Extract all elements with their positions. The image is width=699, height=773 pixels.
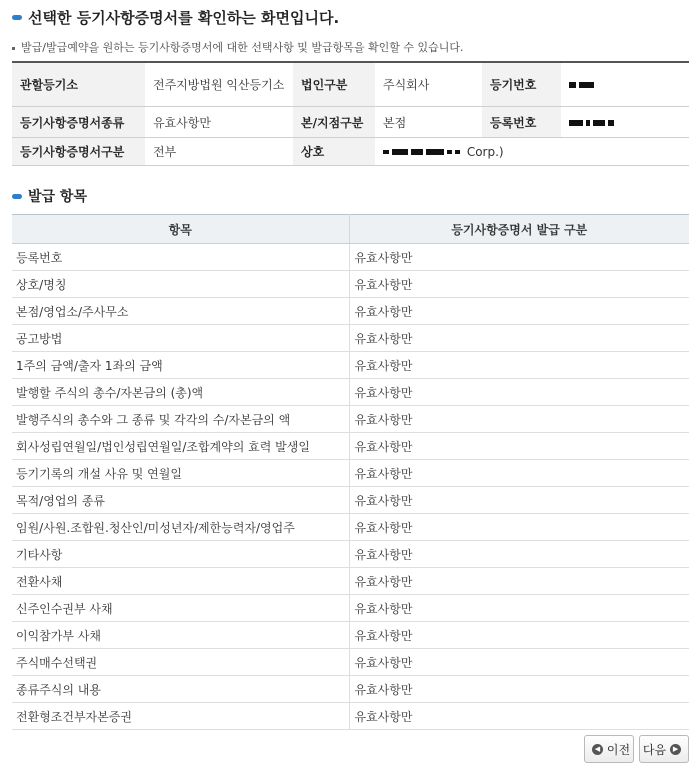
issue-type-cell: 유효사항만 xyxy=(349,325,689,352)
issue-type-cell: 유효사항만 xyxy=(349,352,689,379)
item-cell: 등록번호 xyxy=(12,244,349,271)
title-bullet-icon xyxy=(12,15,22,20)
table-row xyxy=(12,460,689,487)
issue-type-cell: 유효사항만 xyxy=(349,298,689,325)
redaction-mark xyxy=(569,82,576,88)
item-cell: 이익참가부 사채 xyxy=(12,622,349,649)
cert-div-label: 등기사항증명서구분 xyxy=(12,138,145,166)
page-description xyxy=(12,39,463,55)
issue-items-table xyxy=(12,214,689,730)
issue-type-cell: 유효사항만 xyxy=(349,595,689,622)
column-header-issue-type: 등기사항증명서 발급 구분 xyxy=(349,215,689,244)
issue-type-cell: 유효사항만 xyxy=(349,271,689,298)
issue-type-cell: 유효사항만 xyxy=(349,379,689,406)
table-row xyxy=(12,325,689,352)
issue-type-cell: 유효사항만 xyxy=(349,460,689,487)
redaction-mark xyxy=(455,150,460,154)
issue-type-cell: 유효사항만 xyxy=(349,244,689,271)
table-row xyxy=(12,433,689,460)
table-row xyxy=(12,622,689,649)
redaction-mark xyxy=(383,150,389,154)
table-row xyxy=(12,298,689,325)
item-cell: 발행할 주식의 총수/자본금의 (총)액 xyxy=(12,379,349,406)
issue-type-cell: 유효사항만 xyxy=(349,433,689,460)
bullet-icon xyxy=(12,47,15,50)
table-row xyxy=(12,595,689,622)
table-row xyxy=(12,649,689,676)
item-cell: 등기기록의 개설 사유 및 연월일 xyxy=(12,460,349,487)
table-row xyxy=(12,487,689,514)
item-cell: 임원/사원.조합원.청산인/미성년자/제한능력자/영업주 xyxy=(12,514,349,541)
issue-items-body xyxy=(12,244,689,730)
redaction-mark xyxy=(593,120,605,126)
next-button-label: 다음 xyxy=(642,742,667,757)
issue-type-cell: 유효사항만 xyxy=(349,514,689,541)
column-header-item: 항목 xyxy=(12,215,349,244)
corp-type-value: 주식회사 xyxy=(375,62,482,107)
item-cell: 발행주식의 총수와 그 종류 및 각각의 수/자본금의 액 xyxy=(12,406,349,433)
issue-type-cell: 유효사항만 xyxy=(349,703,689,730)
issue-type-cell: 유효사항만 xyxy=(349,649,689,676)
page-title xyxy=(12,7,339,28)
table-row xyxy=(12,271,689,298)
item-cell: 종류주식의 내용 xyxy=(12,676,349,703)
reg-num-label: 등록번호 xyxy=(482,107,561,138)
redaction-mark xyxy=(586,120,590,126)
table-row xyxy=(12,703,689,730)
issue-items-title xyxy=(12,186,87,206)
redaction-mark xyxy=(392,149,408,155)
issue-items-title-text: 발급 항목 xyxy=(28,189,87,205)
item-cell: 본점/영업소/주사무소 xyxy=(12,298,349,325)
table-row xyxy=(12,406,689,433)
issue-type-cell: 유효사항만 xyxy=(349,568,689,595)
chevron-left-icon: ◀ xyxy=(592,744,603,755)
court-label: 관할등기소 xyxy=(12,62,145,107)
branch-value: 본점 xyxy=(375,107,482,138)
table-row xyxy=(12,352,689,379)
redaction-mark xyxy=(569,120,583,126)
table-row xyxy=(12,514,689,541)
table-row xyxy=(12,379,689,406)
redaction-mark xyxy=(426,149,444,155)
title-bullet-icon xyxy=(12,194,22,199)
cert-kind-label: 등기사항증명서종류 xyxy=(12,107,145,138)
redaction-mark xyxy=(411,149,423,155)
company-name-value xyxy=(375,138,689,166)
branch-label: 본/지점구분 xyxy=(293,107,375,138)
issue-type-cell: 유효사항만 xyxy=(349,487,689,514)
table-row xyxy=(12,244,689,271)
prev-button[interactable] xyxy=(584,735,634,763)
item-cell: 기타사항 xyxy=(12,541,349,568)
table-row xyxy=(12,541,689,568)
next-button[interactable] xyxy=(639,735,689,763)
item-cell: 상호/명칭 xyxy=(12,271,349,298)
chevron-right-icon: ▶ xyxy=(670,744,681,755)
prev-button-label: 이전 xyxy=(606,742,631,757)
corp-type-label: 법인구분 xyxy=(293,62,375,107)
item-cell: 회사성립연월일/법인성립연월일/조합계약의 효력 발생일 xyxy=(12,433,349,460)
item-cell: 전환형조건부자본증권 xyxy=(12,703,349,730)
table-row xyxy=(12,676,689,703)
item-cell: 1주의 금액/출자 1좌의 금액 xyxy=(12,352,349,379)
item-cell: 주식매수선택권 xyxy=(12,649,349,676)
item-cell: 목적/영업의 종류 xyxy=(12,487,349,514)
company-name-suffix: Corp.) xyxy=(466,144,504,159)
court-value: 전주지방법원 익산등기소 xyxy=(145,62,293,107)
cert-div-value: 전부 xyxy=(145,138,293,166)
issue-type-cell: 유효사항만 xyxy=(349,541,689,568)
registration-number-label: 등기번호 xyxy=(482,62,561,107)
redaction-mark xyxy=(579,82,594,88)
issue-type-cell: 유효사항만 xyxy=(349,406,689,433)
reg-num-value xyxy=(561,107,689,138)
item-cell: 신주인수권부 사채 xyxy=(12,595,349,622)
cert-kind-value: 유효사항만 xyxy=(145,107,293,138)
issue-type-cell: 유효사항만 xyxy=(349,676,689,703)
redaction-mark xyxy=(608,120,614,126)
redaction-mark xyxy=(447,150,452,154)
item-cell: 전환사채 xyxy=(12,568,349,595)
page-description-text: 발급/발급예약을 원하는 등기사항증명서에 대한 선택사항 및 발급항목을 확인할 수 있습니다. xyxy=(21,41,464,54)
table-row xyxy=(12,568,689,595)
registration-number-value xyxy=(561,62,689,107)
page-title-text: 선택한 등기사항증명서를 확인하는 화면입니다. xyxy=(28,9,340,27)
issue-type-cell: 유효사항만 xyxy=(349,622,689,649)
certificate-info-table xyxy=(12,61,689,166)
company-name-label: 상호 xyxy=(293,138,375,166)
item-cell: 공고방법 xyxy=(12,325,349,352)
